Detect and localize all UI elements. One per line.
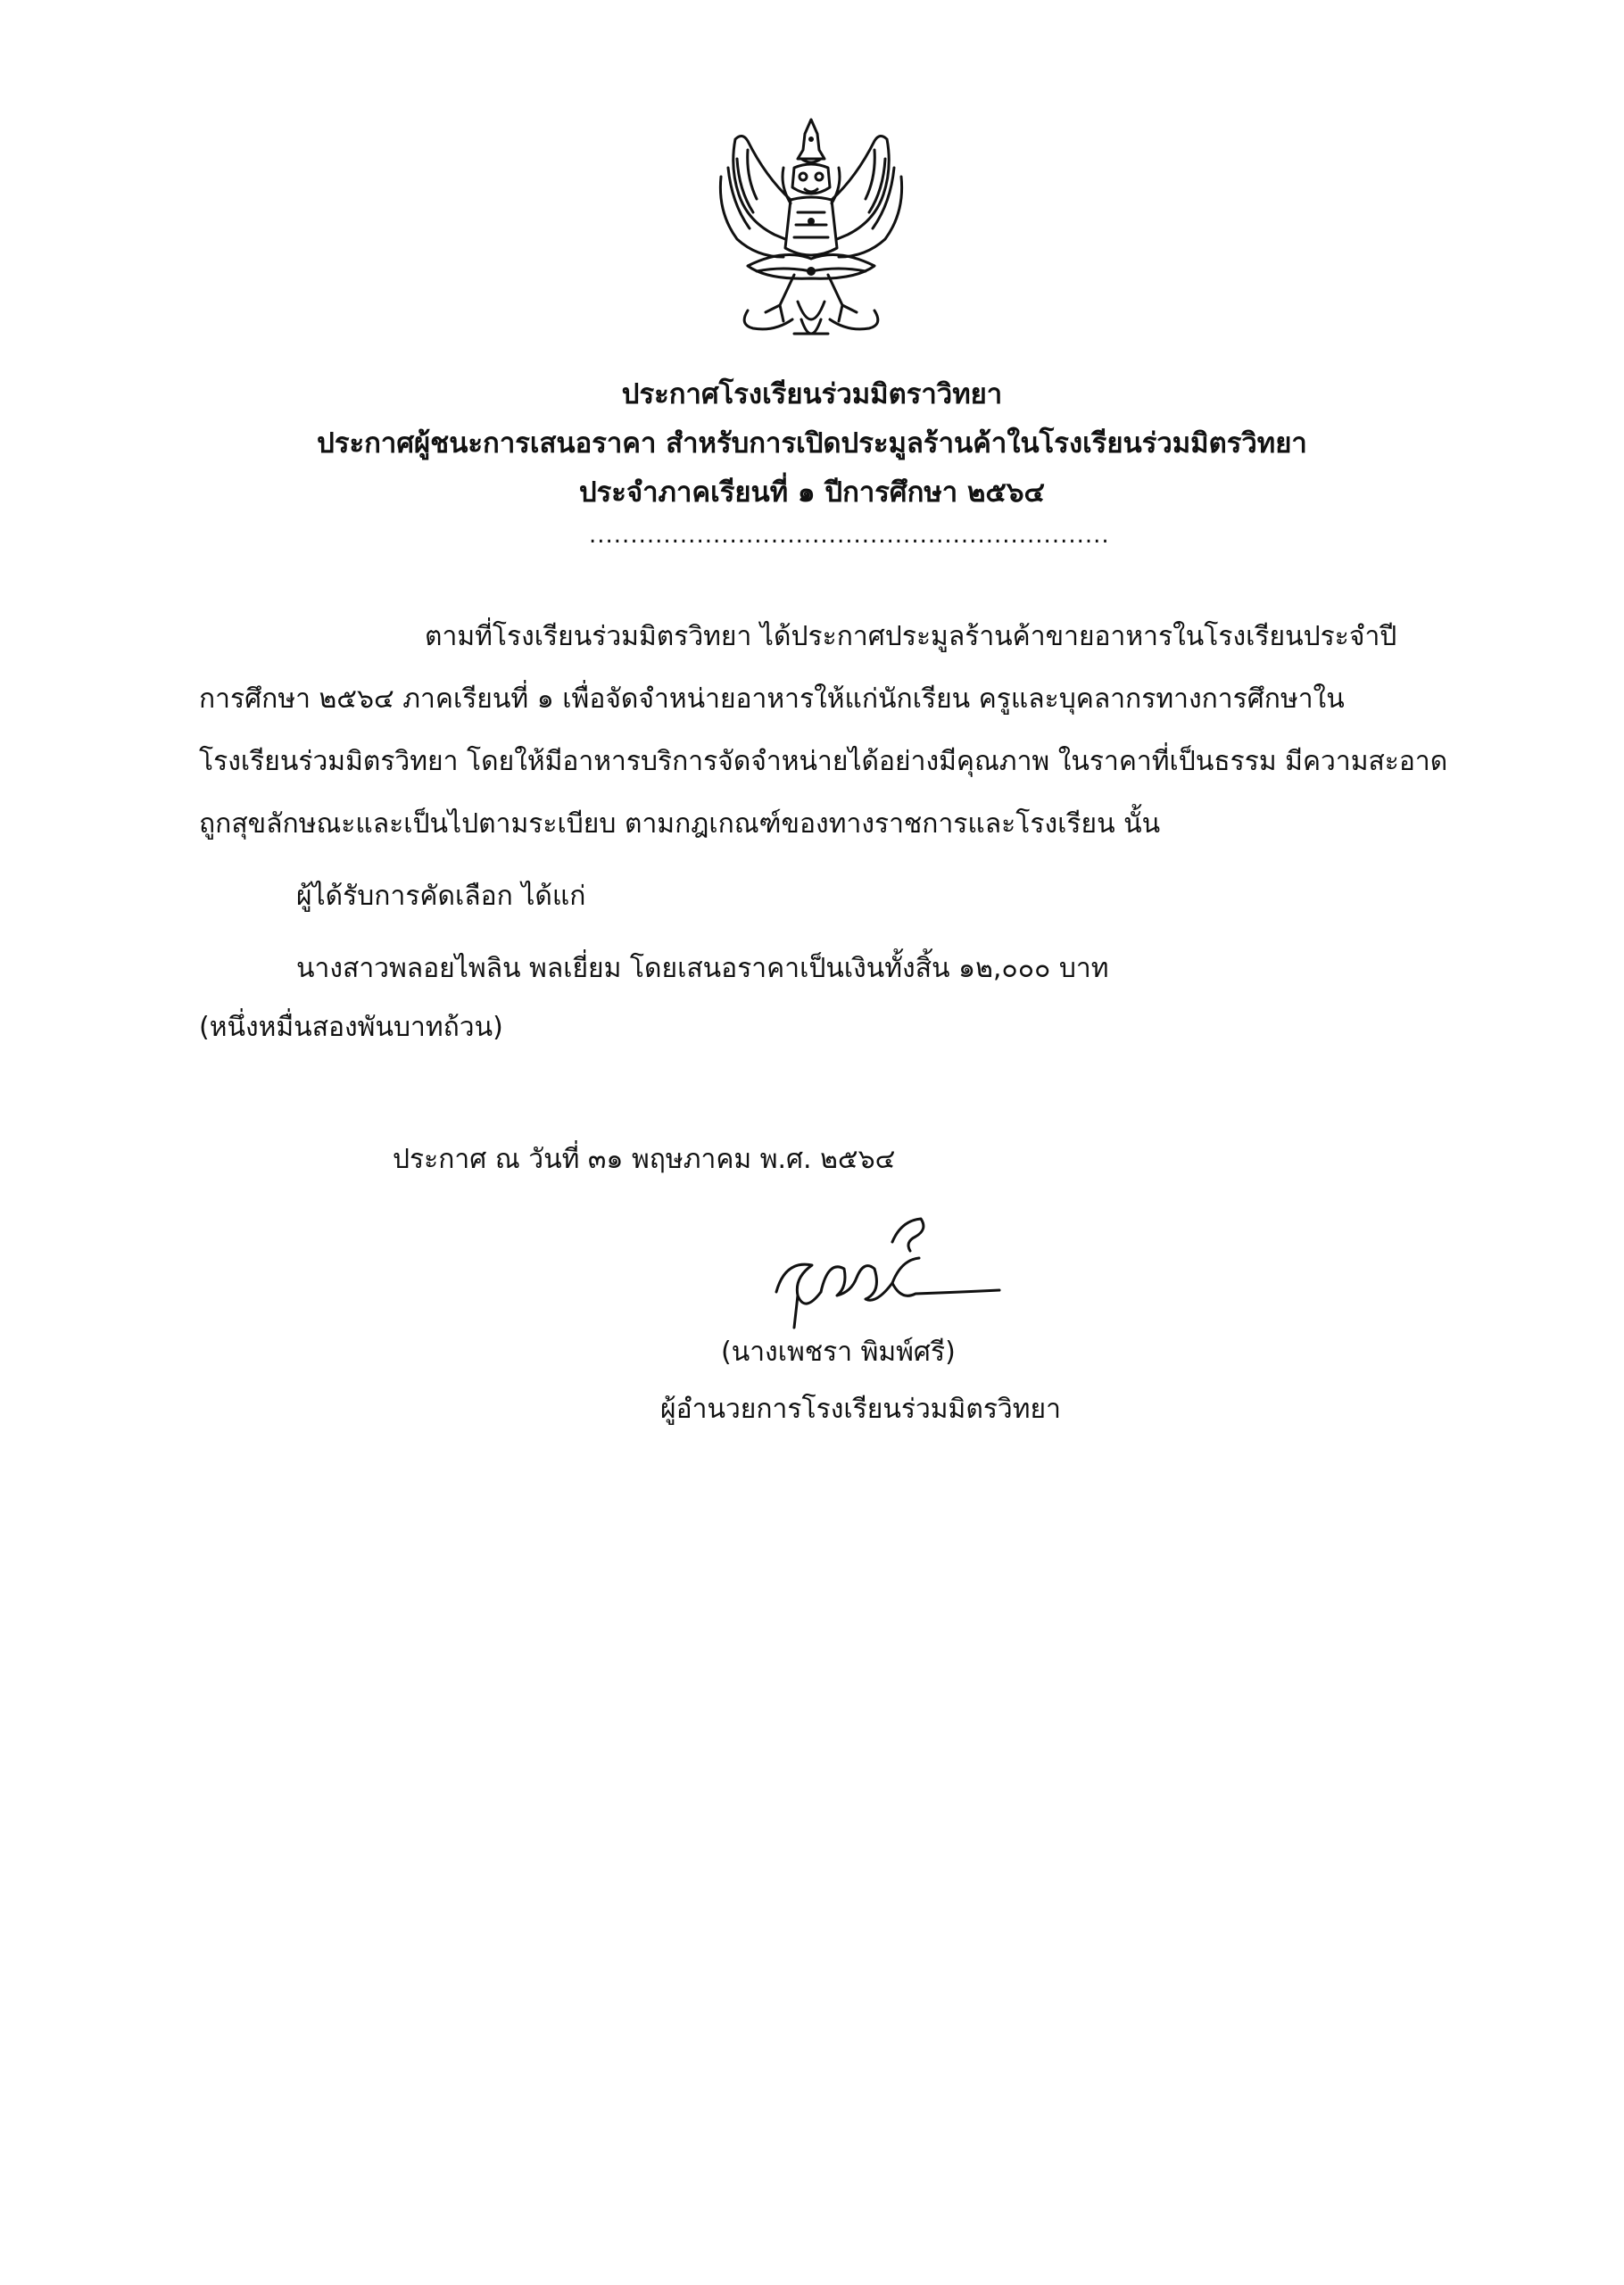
announcement-title: ประกาศโรงเรียนร่วมมิตราวิทยา xyxy=(621,378,1003,410)
signer-position: ผู้อำนวยการโรงเรียนร่วมมิตรวิทยา xyxy=(660,1394,1061,1425)
body-paragraph-line-3: โรงเรียนร่วมมิตรวิทยา โดยให้มีอาหารบริการจัดจำหน่ายได้อย่างมีคุณภาพ ในราคาที่เป็นธรรม มีความสะอาด xyxy=(199,746,1448,777)
announcement-subtitle: ประกาศผู้ชนะการเสนอราคา สำหรับการเปิดประมูลร้านค้าในโรงเรียนร่วมมิตรวิทยา xyxy=(317,427,1307,459)
signer-name: (นางเพชรา พิมพ์ศรี) xyxy=(721,1337,956,1368)
handwritten-signature-icon xyxy=(758,1206,1008,1331)
announcement-term: ประจำภาคเรียนที่ ๑ ปีการศึกษา ๒๕๖๔ xyxy=(578,476,1046,509)
body-paragraph-line-4: ถูกสุขลักษณะและเป็นไปตามระเบียบ ตามกฎเกณฑ์ของทางราชการและโรงเรียน นั้น xyxy=(199,808,1161,840)
announcement-date: ประกาศ ณ วันที่ ๓๑ พฤษภาคม พ.ศ. ๒๕๖๔ xyxy=(393,1144,896,1175)
body-paragraph-line-2: การศึกษา ๒๕๖๔ ภาคเรียนที่ ๑ เพื่อจัดจำหน่ายอาหารให้แก่นักเรียน ครูและบุคลากรทางการศึกษาใน xyxy=(199,683,1345,715)
garuda-emblem-icon xyxy=(694,114,928,355)
winner-line: นางสาวพลอยไพลิน พลเยี่ยม โดยเสนอราคาเป็นเงินทั้งสิ้น ๑๒,๐๐๐ บาท xyxy=(296,953,1109,984)
body-paragraph-line-1: ตามที่โรงเรียนร่วมมิตรวิทยา ได้ประกาศประมูลร้านค้าขายอาหารในโรงเรียนประจำปี xyxy=(425,621,1397,652)
dotted-separator: ............................................................... xyxy=(589,522,1110,549)
amount-in-words: (หนึ่งหมื่นสองพันบาทถ้วน) xyxy=(199,1012,503,1043)
selected-label: ผู้ได้รับการคัดเลือก ได้แก่ xyxy=(296,881,586,912)
